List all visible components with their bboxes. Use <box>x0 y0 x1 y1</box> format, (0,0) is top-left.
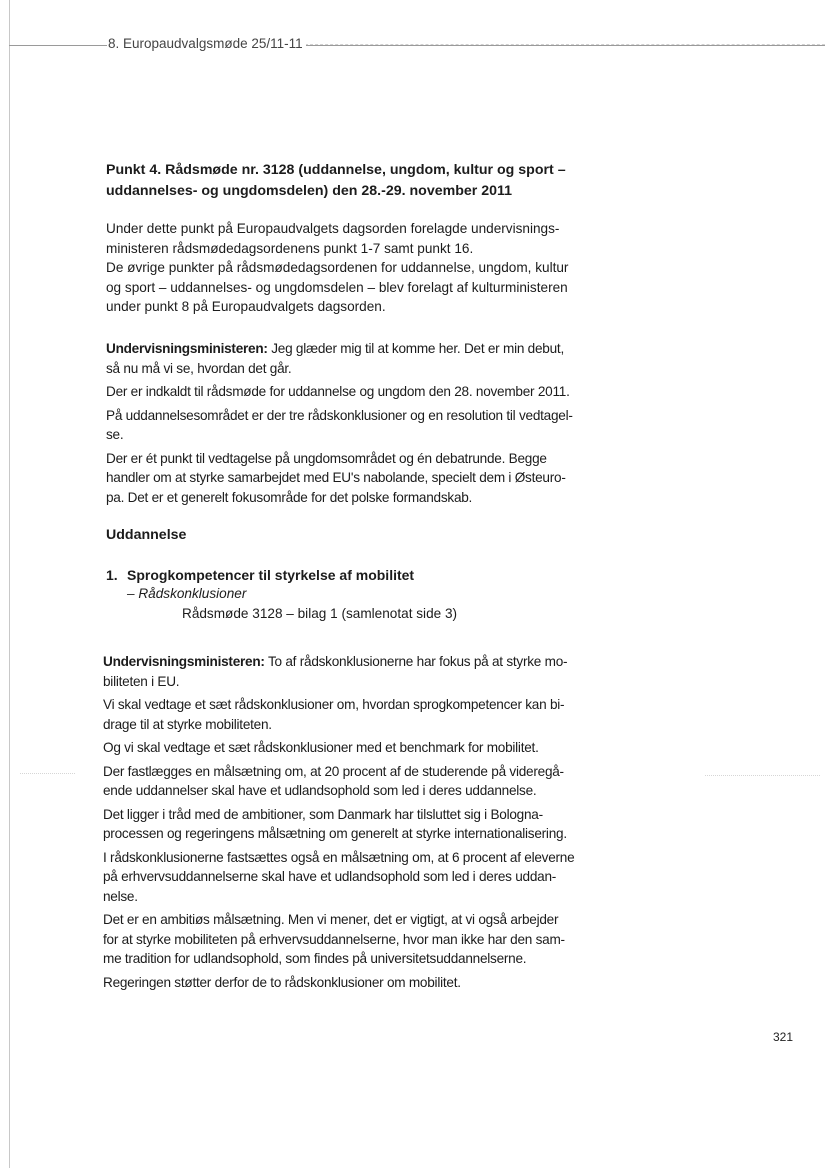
agenda-item-reference: Rådsmøde 3128 – bilag 1 (samlenotat side 3) <box>182 606 458 621</box>
header-rule-dashed <box>300 44 825 46</box>
text-line: ende uddannelser skal have et udlandsophold som led i deres uddannelse. <box>103 783 537 798</box>
speech-block-1 <box>106 339 586 507</box>
intro-paragraph <box>106 219 586 317</box>
speaker-label: Undervisningsministeren: <box>103 654 265 669</box>
text-line: Og vi skal vedtage et sæt rådskonklusioner med et benchmark for mobilitet. <box>103 740 539 755</box>
text-line: De øvrige punkter på rådsmødedagsordenen for uddannelse, ungdom, kultur <box>106 260 569 275</box>
text-line: handler om at styrke samarbejdet med EU's nabolande, specielt dem i Østeuro- <box>106 470 566 485</box>
speech-block-2 <box>103 652 583 992</box>
text-line: Det ligger i tråd med de ambitioner, som Danmark har tilsluttet sig i Bologna- <box>103 806 543 822</box>
agenda-item-title <box>106 565 414 585</box>
text-line: og sport – uddannelses- og ungdomsdelen – blev forelagt af kulturministeren <box>106 279 568 295</box>
scan-artifact <box>705 775 820 776</box>
page-number: 321 <box>773 1030 794 1044</box>
text-line: Der er ét punkt til vedtagelse på ungdomsområdet og én debatrunde. Begge <box>106 450 547 466</box>
agenda-item-subtitle: – Rådskonklusioner <box>127 586 247 601</box>
text-line: Der er indkaldt til rådsmøde for uddannelse og ungdom den 28. november 2011. <box>106 384 570 399</box>
text-line: for at styrke mobiliteten på erhvervsuddannelserne, hvor man ikke har den sam- <box>103 931 565 947</box>
text-line: Det er en ambitiøs målsætning. Men vi mener, det er vigtigt, at vi også arbejder <box>103 912 559 927</box>
text-line: nelse. <box>103 888 138 904</box>
running-header: 8. Europaudvalgsmøde 25/11-11 <box>107 35 306 52</box>
text-line: Vi skal vedtage et sæt rådskonklusioner om, hvordan sprogkompetencer kan bi- <box>103 697 565 712</box>
scan-margin-line <box>9 0 10 1168</box>
text-line: Der fastlægges en målsætning om, at 20 procent af de studerende på videregå- <box>103 763 564 779</box>
agenda-item-title-text: Sprogkompetencer til styrkelse af mobilitet <box>127 567 415 583</box>
text-line: på erhvervsuddannelserne skal have et udlandsophold som led i deres uddan- <box>103 869 557 884</box>
text-line: me tradition for udlandsophold, som findes på universitetsuddannelserne. <box>103 951 527 966</box>
text-line: se. <box>106 427 124 442</box>
text-line: ministeren rådsmødedagsordenens punkt 1-7 samt punkt 16. <box>106 240 474 256</box>
text-line: så nu må vi se, hvordan det går. <box>106 360 292 376</box>
agenda-item-number: 1. <box>106 567 118 583</box>
subheading-uddannelse: Uddannelse <box>106 527 187 543</box>
text-line: pa. Det er et generelt fokusområde for det polske formandskab. <box>106 489 473 505</box>
text-line: Regeringen støtter derfor de to rådskonklusioner om mobilitet. <box>103 974 461 990</box>
section-title <box>106 160 626 202</box>
speaker-label: Undervisningsministeren: <box>106 341 268 356</box>
section-title-line: Punkt 4. Rådsmøde nr. 3128 (uddannelse, ungdom, kultur og sport – <box>106 162 566 178</box>
text-line: Under dette punkt på Europaudvalgets dagsorden forelagde undervisnings- <box>106 221 560 236</box>
text-line: På uddannelsesområdet er der tre rådskonklusioner og en resolution til vedtagel- <box>106 407 573 423</box>
text-line: processen og regeringens målsætning om generelt at styrke internationalisering. <box>103 826 567 841</box>
text-line: To af rådskonklusionerne har fokus på at styrke mo- <box>264 654 568 669</box>
text-line: biliteten i EU. <box>103 673 180 689</box>
section-title-line: uddannelses- og ungdomsdelen) den 28.-29. november 2011 <box>106 183 513 199</box>
text-line: drage til at styrke mobiliteten. <box>103 716 272 732</box>
text-line: Jeg glæder mig til at komme her. Det er min debut, <box>267 341 564 356</box>
scan-artifact <box>20 773 75 774</box>
text-line: under punkt 8 på Europaudvalgets dagsorden. <box>106 299 386 314</box>
text-line: I rådskonklusionerne fastsættes også en målsætning om, at 6 procent af eleverne <box>103 849 575 865</box>
